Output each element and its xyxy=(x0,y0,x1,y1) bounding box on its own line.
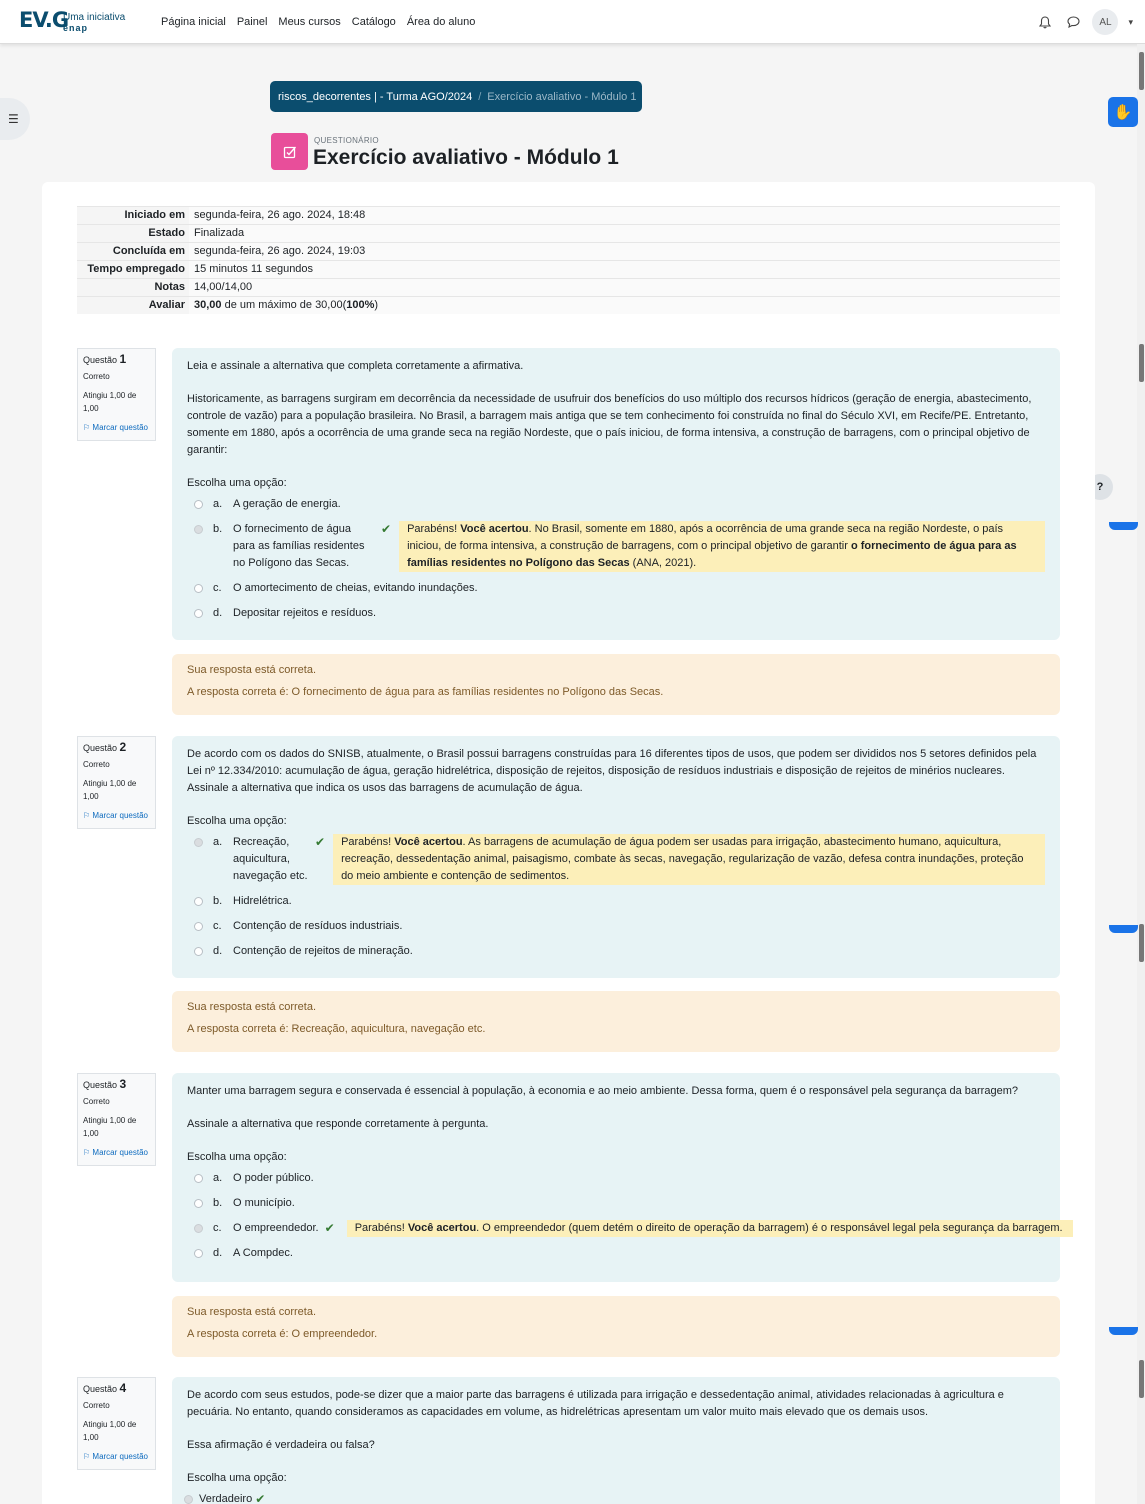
radio-button[interactable] xyxy=(194,1174,203,1183)
flag-icon: ⚐ xyxy=(83,423,91,432)
activity-type-label: QUESTIONÁRIO xyxy=(314,136,379,145)
answer-text: Hidrelétrica. xyxy=(233,895,292,907)
question-content xyxy=(172,1377,1060,1504)
flag-label: Marcar questão xyxy=(92,1452,148,1461)
side-tab[interactable] xyxy=(1109,522,1138,530)
flag-question-link[interactable] xyxy=(83,1450,150,1463)
radio-button[interactable] xyxy=(194,922,203,931)
answer-text: A geração de energia. xyxy=(233,498,341,510)
question-number xyxy=(83,353,150,367)
summary-value: 14,00/14,00 xyxy=(189,279,1060,297)
question-text: Leia e assinale a alternativa que completa corretamente a afirmativa. xyxy=(187,360,524,372)
answer-letter: d. xyxy=(213,945,223,957)
answer-letter: a. xyxy=(213,1172,223,1184)
question-label: Questão xyxy=(83,1080,118,1090)
radio-button[interactable] xyxy=(194,838,203,847)
table-row xyxy=(77,243,1060,261)
answer-letter: d. xyxy=(213,607,223,619)
table-row xyxy=(77,297,1060,315)
question-info xyxy=(77,1377,156,1470)
answer-letter: c. xyxy=(213,582,222,594)
answer-text: O amortecimento de cheias, evitando inundações. xyxy=(233,582,478,594)
check-icon: ✔ xyxy=(255,1492,266,1504)
answer-option[interactable] xyxy=(187,496,1045,513)
outcome-status: Sua resposta está correta. xyxy=(187,1306,317,1318)
table-row xyxy=(77,261,1060,279)
side-tab[interactable] xyxy=(1109,1327,1138,1335)
feedback-bold: Você acertou xyxy=(394,836,463,848)
logo-subtitle: Uma iniciativa xyxy=(63,12,126,23)
flag-icon: ⚐ xyxy=(83,811,91,820)
answer-text: O empreendedor. xyxy=(233,1222,319,1234)
feedback-bold: o fornecimento de água para as famílias residentes no Polígono das Secas xyxy=(407,540,1017,569)
check-icon: ✔ xyxy=(381,522,392,536)
summary-value: segunda-feira, 26 ago. 2024, 18:48 xyxy=(189,207,1060,225)
question-number-value: 1 xyxy=(119,352,127,366)
summary-label: Estado xyxy=(77,225,189,243)
radio-button[interactable] xyxy=(194,947,203,956)
summary-value: 15 minutos 11 segundos xyxy=(189,261,1060,279)
answer-text: O fornecimento de água para as famílias residentes no Polígono das Secas. xyxy=(233,523,365,569)
answer-option[interactable] xyxy=(187,1220,1063,1237)
question-text: Manter uma barragem segura e conservada é essencial à população, à economia e ao meio ambiente. Dessa forma, quem é o responsável pela segurança da barragem? xyxy=(187,1085,1018,1097)
outcome-right-answer: A resposta correta é: Recreação, aquicultura, navegação etc. xyxy=(187,1023,486,1035)
accessibility-button[interactable] xyxy=(1108,97,1138,127)
feedback-text: . O empreendedor (quem detém o direito de operação da barragem) é o responsável legal pela segurança da barragem. xyxy=(476,1222,1063,1234)
answer-letter: b. xyxy=(213,523,223,535)
primary-nav xyxy=(161,16,475,28)
question-text: Essa afirmação é verdadeira ou falsa? xyxy=(187,1439,375,1451)
scrollbar-thumb[interactable] xyxy=(1139,52,1144,90)
answer-letter: d. xyxy=(213,1247,223,1259)
avatar[interactable]: AL xyxy=(1092,9,1118,35)
answer-letter: c. xyxy=(213,920,222,932)
course-index-toggle[interactable] xyxy=(0,98,30,140)
answer-text: Verdadeiro xyxy=(199,1493,253,1504)
page-scrollbar[interactable] xyxy=(1137,44,1145,1504)
outcome-status: Sua resposta está correta. xyxy=(187,1001,317,1013)
answer-option[interactable] xyxy=(187,605,1045,622)
question-outcome xyxy=(172,991,1060,1052)
radio-button[interactable] xyxy=(194,525,203,534)
nav-dashboard[interactable]: Painel xyxy=(236,16,268,28)
question-text: De acordo com seus estudos, pode-se dizer que a maior parte das barragens é utilizada para irrigação e dessedentação animal, atividades relacionadas à agricultura e pecuária. No entanto, quando consideramos as capacidades em volume, as hidrelétricas apresentam um valor muito mais elevado que os demais usos. xyxy=(187,1389,1004,1418)
summary-value: segunda-feira, 26 ago. 2024, 19:03 xyxy=(189,243,1060,261)
question-info xyxy=(77,1073,156,1166)
question-state: Correto xyxy=(83,1401,110,1410)
question-info xyxy=(77,348,156,441)
logo-text: EV.G xyxy=(19,8,69,32)
answer-feedback xyxy=(399,521,1045,572)
flag-icon: ⚐ xyxy=(83,1148,91,1157)
choose-prompt: Escolha uma opção: xyxy=(187,477,287,489)
answer-text: A Compdec. xyxy=(233,1247,293,1259)
scrollbar-marker xyxy=(1139,344,1144,382)
question-grade: Atingiu 1,00 de 1,00 xyxy=(83,779,137,801)
question-number xyxy=(83,1078,150,1092)
nav-student-area[interactable]: Área do aluno xyxy=(406,16,476,28)
answer-letter: c. xyxy=(213,1222,222,1234)
answer-feedback xyxy=(333,834,1045,885)
summary-value: Finalizada xyxy=(189,225,1060,243)
summary-label: Iniciado em xyxy=(77,207,189,225)
radio-button[interactable] xyxy=(194,1224,203,1233)
help-button[interactable]: ? xyxy=(1087,474,1113,500)
feedback-intro: Parabéns! xyxy=(407,523,461,535)
feedback-text: . No Brasil, somente em 1880, após a ocorrência de uma grande seca na região Nordeste, o país iniciou, de forma intensiva, a construção de barragens, com o principal objetivo de garantir xyxy=(407,523,1004,552)
question-number xyxy=(83,741,150,755)
list-icon: ☰ xyxy=(8,112,19,126)
feedback-end: (ANA, 2021). xyxy=(629,557,697,569)
radio-button[interactable] xyxy=(184,1495,193,1504)
scrollbar-marker xyxy=(1139,1360,1144,1398)
answer-text: Contenção de resíduos industriais. xyxy=(233,920,403,932)
question-label: Questão xyxy=(83,1384,118,1394)
breadcrumb xyxy=(270,81,642,112)
question-grade: Atingiu 1,00 de 1,00 xyxy=(83,391,137,413)
answer-option[interactable] xyxy=(187,893,1045,910)
radio-button[interactable] xyxy=(194,500,203,509)
summary-value xyxy=(189,297,1060,315)
question-content xyxy=(172,348,1060,640)
answer-feedback xyxy=(347,1220,1073,1237)
answer-letter: b. xyxy=(213,895,223,907)
outcome-right-answer: A resposta correta é: O fornecimento de água para as famílias residentes no Polígono das Secas. xyxy=(187,686,664,698)
question-content xyxy=(172,736,1060,978)
page-title: Exercício avaliativo - Módulo 1 xyxy=(313,146,619,169)
answer-option[interactable] xyxy=(187,1245,1045,1262)
bell-icon[interactable] xyxy=(1036,13,1054,31)
question-content xyxy=(172,1073,1063,1282)
answer-option[interactable] xyxy=(187,943,1045,960)
table-row xyxy=(77,279,1060,297)
feedback-text: . As barragens de acumulação de água podem ser usadas para irrigação, abastecimento humano, aquicultura, recreação, dessedentação animal, paisagismo, combate às secas, navegação, regularização de vazão, defesa contra inundações, proteção do meio ambiente e contenção de sedimentos. xyxy=(341,836,1024,882)
choose-prompt: Escolha uma opção: xyxy=(187,1151,287,1163)
question-label: Questão xyxy=(83,355,118,365)
nav-user-area xyxy=(1036,9,1133,35)
radio-button[interactable] xyxy=(194,1199,203,1208)
answer-option[interactable] xyxy=(187,1170,1045,1187)
radio-button[interactable] xyxy=(194,609,203,618)
question-number-value: 4 xyxy=(119,1381,127,1395)
question-number-value: 3 xyxy=(119,1077,127,1091)
flag-question-link[interactable] xyxy=(83,1146,150,1159)
scrollbar-marker xyxy=(1139,924,1144,962)
chevron-down-icon[interactable]: ▾ xyxy=(1128,16,1133,27)
answer-text: O poder público. xyxy=(233,1172,314,1184)
answer-text: Depositar rejeitos e resíduos. xyxy=(233,607,377,619)
question-text: Assinale a alternativa que responde corretamente à pergunta. xyxy=(187,1118,489,1130)
answer-option[interactable] xyxy=(187,834,1045,885)
flag-label: Marcar questão xyxy=(92,811,148,820)
nav-home[interactable]: Página inicial xyxy=(161,16,226,28)
radio-button[interactable] xyxy=(194,584,203,593)
feedback-intro: Parabéns! xyxy=(354,1222,408,1234)
feedback-bold: Você acertou xyxy=(460,523,529,535)
question-number xyxy=(83,1382,150,1396)
question-state: Correto xyxy=(83,372,110,381)
feedback-bold: Você acertou xyxy=(407,1222,477,1234)
question-state: Correto xyxy=(83,1097,110,1106)
question-text: Historicamente, as barragens surgiram em decorrência da necessidade de usufruir dos benefícios do uso múltiplo dos recursos hídricos (geração de energia, abastecimento, controle de vazão) para a população brasileira. No Brasil, a barragem mais antiga que se tem conhecimento foi construída no final do Século XVI, em Recife/PE. Entretanto, somente em 1880, após a ocorrência de uma grande seca na região Nordeste, que o país iniciou, de forma intensiva, a construção de barragens, com o principal objetivo de garantir: xyxy=(187,393,1032,456)
flag-label: Marcar questão xyxy=(92,423,148,432)
flag-label: Marcar questão xyxy=(92,1148,148,1157)
breadcrumb-separator: / xyxy=(478,90,482,103)
quiz-icon xyxy=(271,133,308,170)
answer-letter: a. xyxy=(213,498,223,510)
question-number-value: 2 xyxy=(119,740,127,754)
table-row xyxy=(77,225,1060,243)
question-info xyxy=(77,736,156,829)
feedback-intro: Parabéns! xyxy=(341,836,395,848)
summary-label: Concluída em xyxy=(77,243,189,261)
summary-label: Avaliar xyxy=(77,297,189,315)
answer-letter: a. xyxy=(213,836,223,848)
attempt-summary-table xyxy=(77,206,1060,314)
question-state: Correto xyxy=(83,760,110,769)
radio-button[interactable] xyxy=(194,897,203,906)
outcome-right-answer: A resposta correta é: O empreendedor. xyxy=(187,1328,378,1340)
answer-option[interactable] xyxy=(187,1195,1045,1212)
grade-percent: 100% xyxy=(346,299,375,311)
flag-question-link[interactable] xyxy=(83,809,150,822)
answer-option[interactable] xyxy=(187,580,1045,597)
answer-option[interactable] xyxy=(177,1491,1045,1504)
choose-prompt: Escolha uma opção: xyxy=(187,1472,287,1484)
summary-label: Tempo empregado xyxy=(77,261,189,279)
question-grade: Atingiu 1,00 de 1,00 xyxy=(83,1420,137,1442)
answer-text: O município. xyxy=(233,1197,295,1209)
grade-close: ) xyxy=(374,299,379,311)
top-navbar xyxy=(0,0,1145,44)
answer-text: Contenção de rejeitos de mineração. xyxy=(233,945,413,957)
logo-enap: enap xyxy=(63,23,89,33)
radio-button[interactable] xyxy=(194,1249,203,1258)
question-outcome xyxy=(172,654,1060,715)
check-icon: ✔ xyxy=(324,1221,335,1235)
table-row xyxy=(77,207,1060,225)
outcome-status: Sua resposta está correta. xyxy=(187,664,317,676)
side-tab[interactable] xyxy=(1109,925,1138,933)
question-outcome xyxy=(172,1296,1060,1357)
grade-max: de um máximo de 30,00( xyxy=(221,299,347,311)
question-text: De acordo com os dados do SNISB, atualmente, o Brasil possui barragens construídas para 16 diferentes tipos de usos, que podem ser divididos nos 5 setores definidos pela Lei nº 12.334/2010: acumulação de água, geração hidrelétrica, disposição de rejeitos, disposição de resíduos industriais e disposição de rejeitos de minérios nucleares. Assinale a alternativa que indica os usos das barragens de acumulação de água. xyxy=(187,748,1037,794)
answer-option[interactable] xyxy=(187,918,1045,935)
answer-letter: b. xyxy=(213,1197,223,1209)
breadcrumb-course[interactable]: riscos_decorrentes | - Turma AGO/2024 xyxy=(278,90,473,103)
answer-text: Recreação, aquicultura, navegação etc. xyxy=(233,836,308,882)
summary-label: Notas xyxy=(77,279,189,297)
sign-language-icon: ✋ xyxy=(1113,104,1133,121)
question-label: Questão xyxy=(83,743,118,753)
question-grade: Atingiu 1,00 de 1,00 xyxy=(83,1116,137,1138)
site-logo[interactable] xyxy=(19,8,126,33)
grade-value: 30,00 xyxy=(194,299,222,311)
chat-icon[interactable] xyxy=(1064,13,1082,31)
check-icon: ✔ xyxy=(315,835,326,849)
nav-catalog[interactable]: Catálogo xyxy=(351,16,396,28)
nav-my-courses[interactable]: Meus cursos xyxy=(278,16,341,28)
breadcrumb-current[interactable]: Exercício avaliativo - Módulo 1 xyxy=(487,90,637,103)
flag-icon: ⚐ xyxy=(83,1452,91,1461)
choose-prompt: Escolha uma opção: xyxy=(187,815,287,827)
flag-question-link[interactable] xyxy=(83,421,150,434)
answer-option[interactable] xyxy=(187,521,1045,572)
